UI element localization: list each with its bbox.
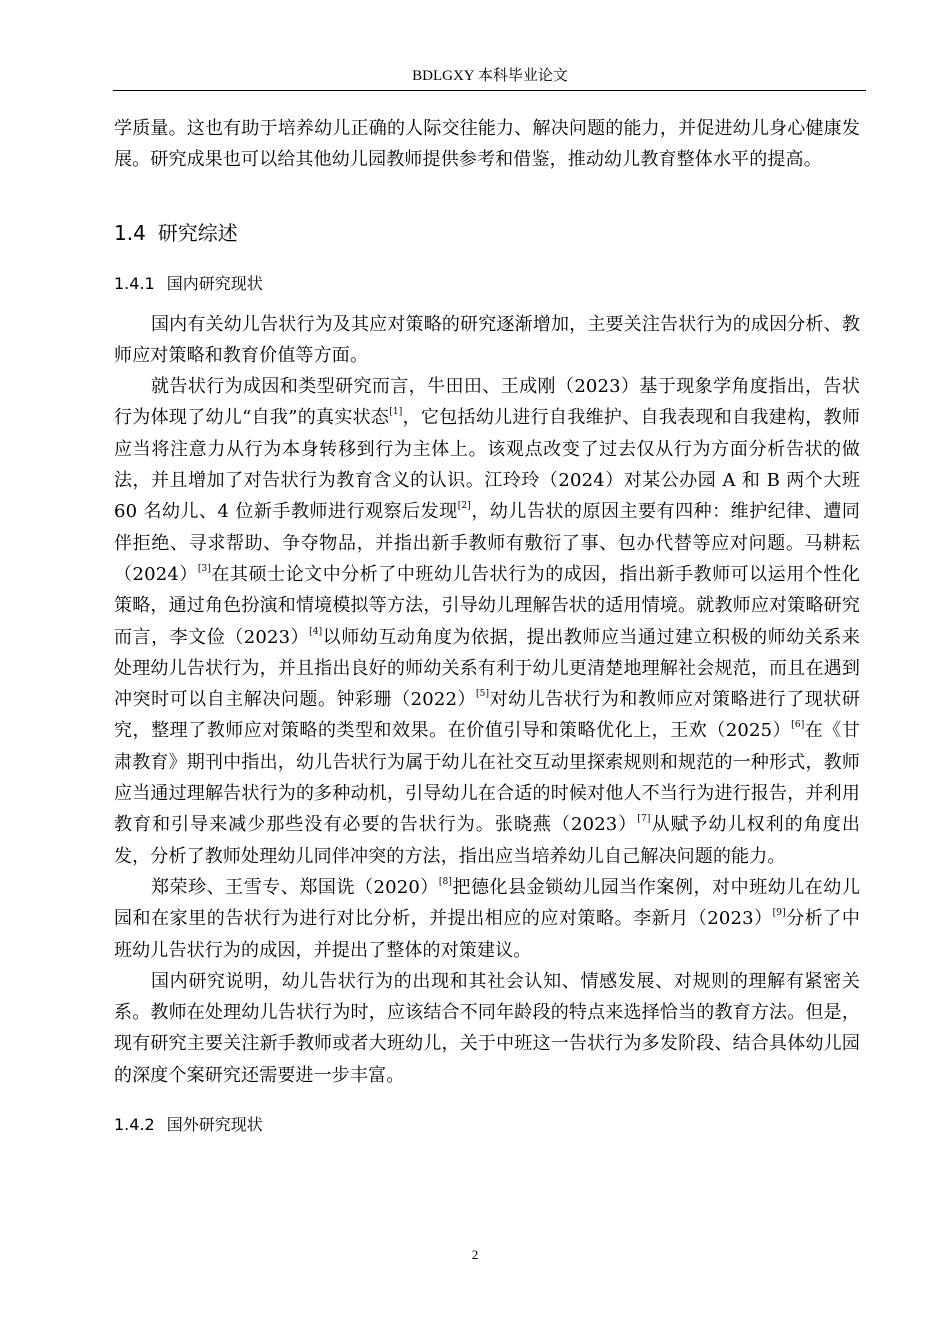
page-body [114,113,860,1150]
continuation-paragraph: 学质量。这也有助于培养幼儿正确的人际交往能力、解决问题的能力，并促进幼儿身心健康发展。研究成果也可以给其他幼儿园教师提供参考和借鉴，推动幼儿教育整体水平的提高。 [114,118,860,171]
subsection-heading-domestic [114,273,860,295]
paragraph-text: 郑荣珍、王雪专、郑国诜（2020） [151,876,439,898]
paragraph-text: 分析了中班幼儿告状行为的成因，并提出了整体的对策建议。 [114,908,860,961]
section-title: 研究综述 [157,220,238,245]
subsection-number: 1.4.1 [114,273,155,293]
paragraph-text: 对幼儿告状行为和教师应对策略进行了现状研究，整理了教师应对策略的类型和效果。在价值引导和策略优化上，王欢（2025） [114,689,860,742]
citation-ref: [5] [475,689,490,700]
subsection-number: 1.4.2 [114,1115,155,1135]
paragraph-text: 在其硕士论文中分析了中班幼儿告状行为的成因，指出新手教师可以运用个性化策略，通过角色扮演和情境模拟等方法，引导幼儿理解告状的适用情境。就教师应对策略研究而言，李文俭（2023） [114,563,860,648]
subsection-heading-foreign [114,1114,860,1136]
paragraph-text: ，它包括幼儿进行自我维护、自我表现和自我建构，教师应当将注意力从行为本身转移到行为主体上。该观点改变了过去仅从行为方面分析告状的做法，并且增加了对告状行为教育含义的认识。江玲玲（2024）对某公办园 A 和 B 两个大班 60 名幼儿、4 位新手教师进行观察后发现 [114,407,861,523]
paragraph-literature [114,371,860,872]
section-heading [114,219,860,247]
paragraph-cases [114,872,860,966]
paragraph-overview: 国内有关幼儿告状行为及其应对策略的研究逐渐增加，主要关注告状行为的成因分析、教师应对策略和教育价值等方面。 [114,313,860,366]
paragraph-text: 就告状行为成因和类型研究而言，牛田田、王成刚（2023）基于现象学角度指出，告状行为体现了幼儿“自我”的真实状态 [114,376,860,429]
citation-ref: [7] [637,814,651,825]
paragraph-text: ，幼儿告状的原因主要有四种：维护纪律、遭同伴拒绝、寻求帮助、争夺物品，并指出新手教师有敷衍了事、包办代替等应对问题。马耕耘（2024） [114,501,860,585]
citation-ref: [2] [457,501,471,512]
subsection-title: 国外研究现状 [166,1115,263,1135]
paragraph-text: 以师幼互动角度为依据，提出教师应当通过建立积极的师幼关系来处理幼儿告状行为，并且指出良好的师幼关系有利于幼儿更清楚地理解社会规范，而且在遇到冲突时可以自主解决问题。钟彩珊（2022） [114,626,860,711]
paragraph-summary: 国内研究说明，幼儿告状行为的出现和其社会认知、情感发展、对规则的理解有紧密关系。教师在处理幼儿告状行为时，应该结合不同年龄段的特点来选择恰当的教育方法。但是，现有研究主要关注新手教师或者大班幼儿，关于中班这一告状行为多发阶段、结合具体幼儿园的深度个案研究还需要进一步丰富。 [114,970,860,1086]
paragraph-text: 在《甘肃教育》期刊中指出，幼儿告状行为属于幼儿在社交互动里探索规则和规范的一种形式，教师应当通过理解告状行为的多种动机，引导幼儿在合适的时候对他人不当行为进行报告，并利用教育和引导来减少那些没有必要的告状行为。张晓燕（2023） [114,720,860,836]
paragraph-text: 从赋予幼儿权利的角度出发，分析了教师处理幼儿同伴冲突的方法，指出应当培养幼儿自己解决问题的能力。 [114,814,861,867]
citation-ref: [6] [791,720,805,731]
citation-ref: [1] [389,407,403,418]
citation-ref: [4] [309,626,323,637]
subsection-title: 国内研究现状 [166,273,263,293]
citation-ref: [3] [197,563,212,574]
paragraph-text: 把德化县金锁幼儿园当作案例，对中班幼儿在幼儿园和在家里的告状行为进行对比分析，并提出相应的应对策略。李新月（2023） [114,876,860,930]
section-number: 1.4 [114,220,146,245]
citation-ref: [9] [772,908,786,919]
header-rule [113,90,866,91]
page-number: 2 [471,1247,479,1262]
page-header: BDLGXY 本科毕业论文 [412,68,568,84]
citation-ref: [8] [438,876,453,887]
